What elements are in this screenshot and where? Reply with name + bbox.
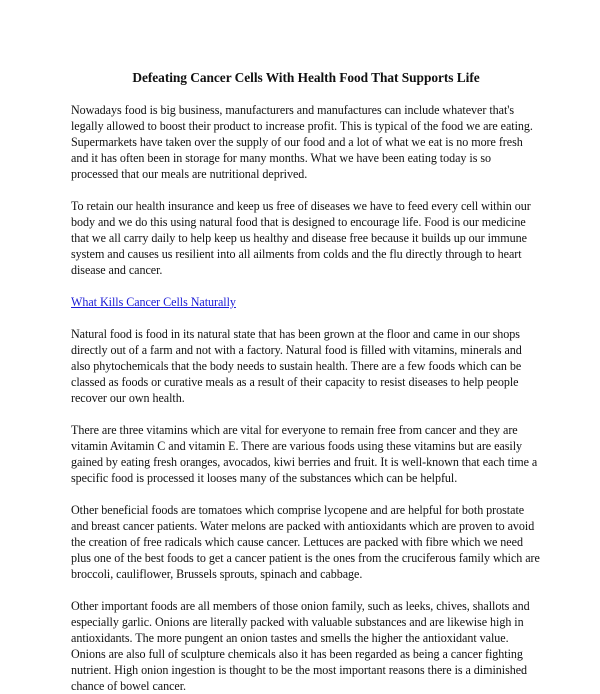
paragraph-3: Natural food is food in its natural state that has been grown at the floor and came in our shops directly out of a farm and not with a factory. Natural food is filled with vitamins, minerals and also phytochemicals that the body needs to sustain health. There are a few foods which can be classed as foods or curative meals as a result of their capacity to resist diseases to help people recover our own health. [71, 327, 522, 405]
document-title: Defeating Cancer Cells With Health Food That Supports Life [132, 70, 480, 85]
paragraph-4: There are three vitamins which are vital for everyone to remain free from cancer and they are vitamin Avitamin C and vitamin E. There are various foods using these vitamins but are easily gained by eating fresh oranges, avocados, kiwi berries and fruit. It is well-known that each time a specific food is processed it looses many of the substances which can be helpful. [71, 423, 538, 485]
paragraph-6: Other important foods are all members of those onion family, such as leeks, chives, shallots and especially garlic. Onions are literally packed with valuable substances and are likewise high in antioxidants. The more pungent an onion tastes and smells the higher the antioxidant value. Onions are also full of sculpture chemicals also it has been regarded as being a cancer fighting nutrient. High onion ingestion is thought to be the most important reasons there is a diminished chance of bowel cancer. [71, 599, 530, 693]
paragraph-2: To retain our health insurance and keep us free of diseases we have to feed every cell within our body and we do this using natural food that is designed to encourage life. Food is our medicine that we all carry daily to help keep us healthy and disease free because it builds up our immune system and causes us resilient into all ailments from colds and the flu directly through to heart disease and cancer. [71, 199, 531, 277]
document-content [71, 70, 541, 694]
paragraph-5: Other beneficial foods are tomatoes which comprise lycopene and are helpful for both prostate and breast cancer patients. Water melons are packed with antioxidants which are proven to avoid the creation of free radicals which cause cancer. Lettuces are packed with fibre which we need plus one of the best foods to get a cancer patient is the ones from the cruciferous family which are broccoli, cauliflower, Brussels sprouts, spinach and cabbage. [71, 503, 540, 581]
what-kills-cancer-cells-link[interactable]: What Kills Cancer Cells Naturally [71, 295, 236, 309]
paragraph-1: Nowadays food is big business, manufacturers and manufactures can include whatever that's legally allowed to boost their product to increase profit. This is typical of the food we are eating. Supermarkets have taken over the supply of our food and a lot of what we eat is no more fresh and it has often been in storage for many months. What we have been eating today is so processed that our meals are nutritional deprived. [71, 103, 533, 181]
link-paragraph [71, 294, 541, 310]
